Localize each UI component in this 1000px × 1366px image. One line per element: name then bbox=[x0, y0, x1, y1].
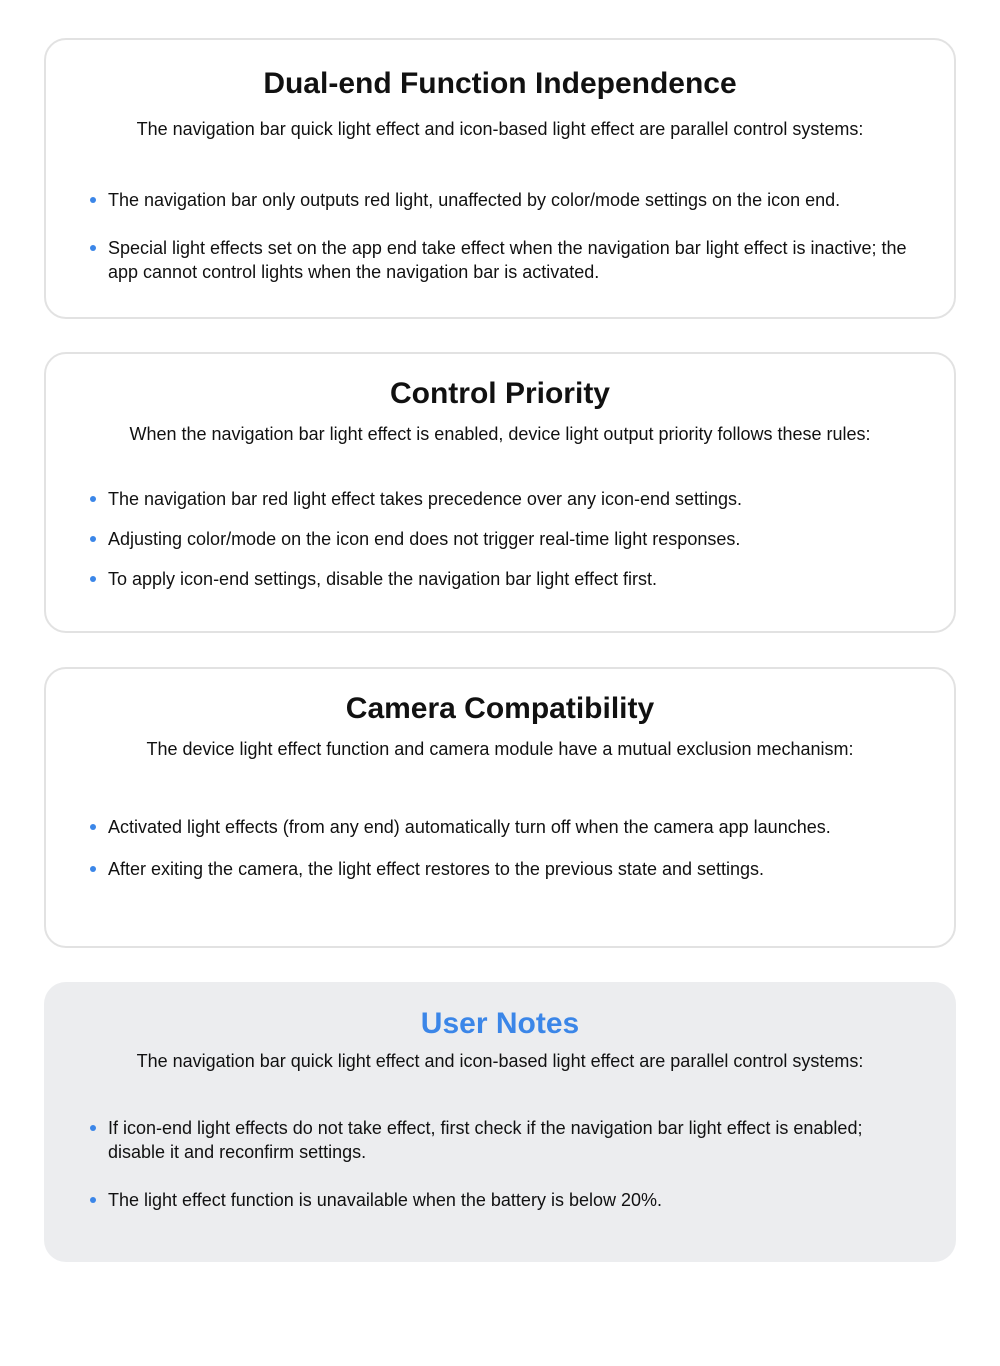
section-intro: When the navigation bar light effect is enabled, device light output priority follows these rules: bbox=[129, 424, 871, 444]
list-item bbox=[90, 527, 910, 551]
list-item-text: To apply icon-end settings, disable the navigation bar light effect first. bbox=[108, 569, 657, 589]
list-item bbox=[90, 236, 910, 284]
list-item-text: The navigation bar red light effect takes precedence over any icon-end settings. bbox=[108, 489, 743, 509]
section-intro: The device light effect function and camera module have a mutual exclusion mechanism: bbox=[146, 739, 854, 759]
list-item-text: If icon-end light effects do not take effect, first check if the navigation bar light effect is enabled; disable it and reconfirm settings. bbox=[108, 1118, 863, 1162]
list-item-text: Activated light effects (from any end) automatically turn off when the camera app launches. bbox=[108, 817, 831, 837]
section-title: Camera Compatibility bbox=[345, 692, 655, 725]
bullet-dot-icon bbox=[90, 536, 96, 542]
section-card-user-notes bbox=[44, 982, 956, 1262]
list-item-text: After exiting the camera, the light effect restores to the previous state and settings. bbox=[108, 859, 765, 879]
list-item bbox=[90, 1116, 910, 1164]
section-intro: The navigation bar quick light effect and icon-based light effect are parallel control systems: bbox=[136, 119, 864, 139]
section-card-camera-compatibility bbox=[44, 667, 956, 948]
section-intro: The navigation bar quick light effect and icon-based light effect are parallel control systems: bbox=[136, 1051, 864, 1071]
list-item-text: The navigation bar only outputs red light, unaffected by color/mode settings on the icon end. bbox=[108, 190, 841, 210]
section-card-dual-end bbox=[44, 38, 956, 319]
list-item bbox=[90, 567, 910, 591]
list-item bbox=[90, 857, 910, 881]
bullet-dot-icon bbox=[90, 1197, 96, 1203]
list-item bbox=[90, 188, 910, 212]
bullet-dot-icon bbox=[90, 245, 96, 251]
bullet-dot-icon bbox=[90, 824, 96, 830]
list-item-text: Special light effects set on the app end take effect when the navigation bar light effect is inactive; the app cannot control lights when the navigation bar is activated. bbox=[108, 238, 907, 282]
list-item-text: The light effect function is unavailable when the battery is below 20%. bbox=[108, 1190, 663, 1210]
list-item bbox=[90, 815, 910, 839]
section-title: User Notes bbox=[420, 1007, 580, 1040]
section-title: Control Priority bbox=[389, 377, 610, 410]
bullet-dot-icon bbox=[90, 197, 96, 203]
section-card-control-priority bbox=[44, 352, 956, 633]
bullet-dot-icon bbox=[90, 496, 96, 502]
bullet-dot-icon bbox=[90, 866, 96, 872]
section-title: Dual-end Function Independence bbox=[263, 67, 737, 100]
bullet-dot-icon bbox=[90, 576, 96, 582]
list-item bbox=[90, 1188, 910, 1212]
list-item-text: Adjusting color/mode on the icon end does not trigger real-time light responses. bbox=[108, 529, 741, 549]
list-item bbox=[90, 487, 910, 511]
bullet-dot-icon bbox=[90, 1125, 96, 1131]
